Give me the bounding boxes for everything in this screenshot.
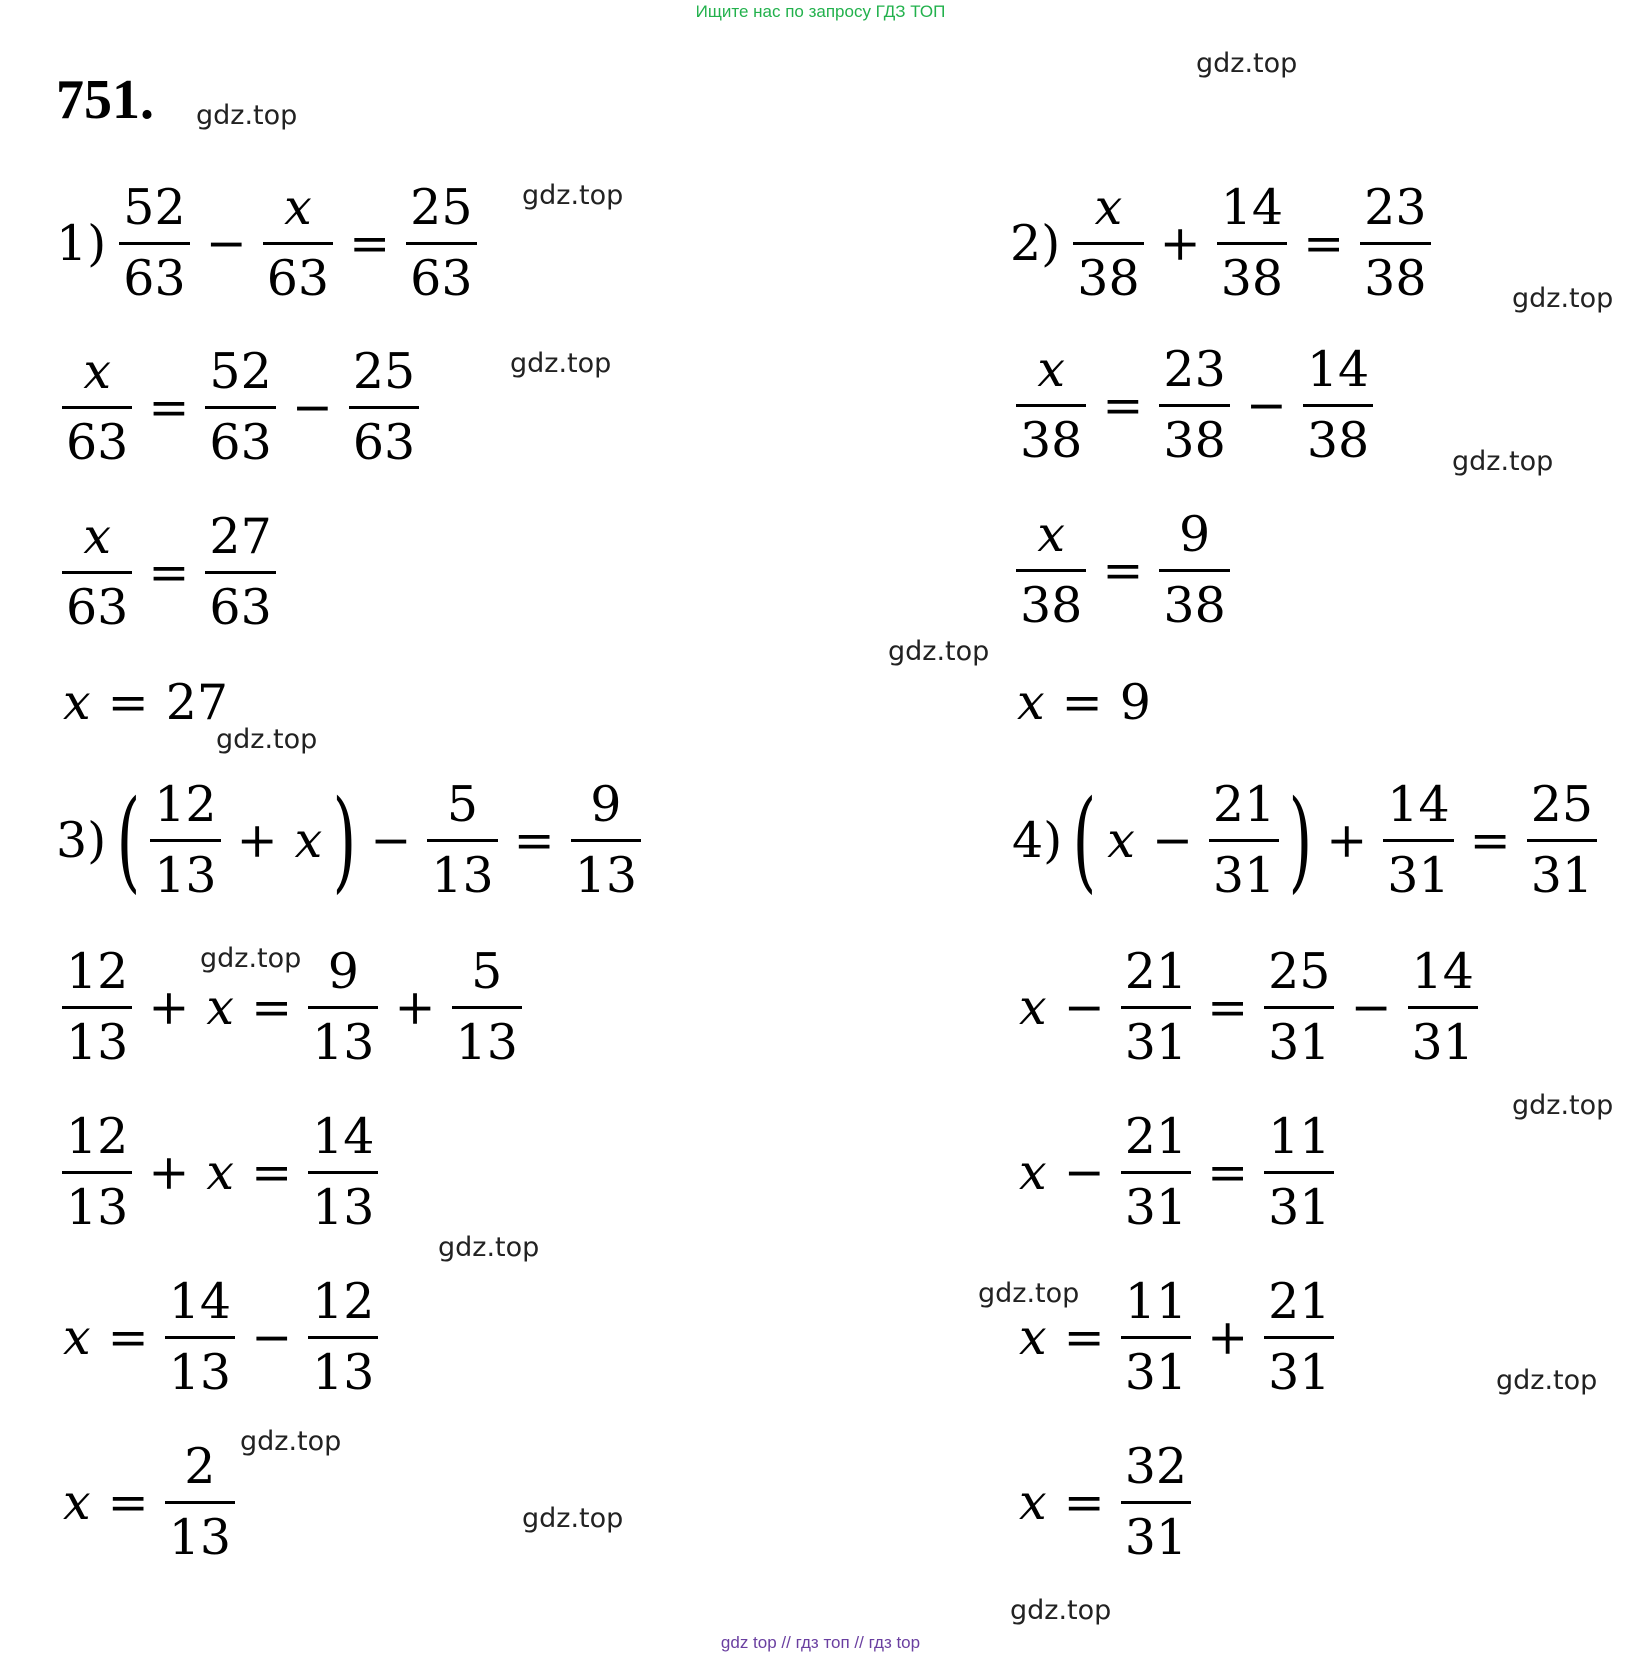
- variable: x: [294, 811, 323, 869]
- watermark: gdz.top: [888, 636, 990, 667]
- operator: =: [1102, 541, 1144, 599]
- numerator: 14: [1306, 340, 1370, 398]
- operator: =: [1303, 214, 1345, 272]
- variable: x: [1017, 673, 1045, 731]
- fraction: [571, 771, 641, 910]
- operator: =: [1102, 376, 1144, 434]
- watermark: gdz.top: [216, 724, 318, 755]
- denominator: 31: [1387, 846, 1450, 904]
- numerator: 14: [168, 1272, 232, 1330]
- numerator: 9: [327, 942, 359, 1000]
- numerator: 12: [66, 942, 129, 1000]
- variable: x: [63, 1308, 91, 1366]
- fraction: [452, 938, 522, 1077]
- equation-line: [1012, 1433, 1197, 1572]
- numerator: x: [284, 178, 312, 236]
- denominator: 13: [168, 1343, 232, 1401]
- operator: =: [107, 1308, 149, 1366]
- denominator: 13: [154, 846, 217, 904]
- operator: −: [205, 214, 247, 272]
- numerator: 14: [1387, 775, 1450, 833]
- operator: +: [148, 1143, 190, 1201]
- numerator: x: [1037, 340, 1065, 398]
- operator: =: [148, 378, 190, 436]
- operator: +: [1326, 811, 1368, 869]
- denominator: 31: [1268, 1178, 1331, 1236]
- operator: =: [1469, 811, 1511, 869]
- operator: =: [1207, 1143, 1249, 1201]
- fraction: [308, 1103, 378, 1242]
- watermark: gdz.top: [240, 1426, 342, 1457]
- denominator: 38: [1020, 576, 1083, 634]
- denominator: 31: [1124, 1013, 1188, 1071]
- equation-line: [1010, 336, 1379, 475]
- numerator: 25: [352, 342, 416, 400]
- watermark: gdz.top: [522, 180, 624, 211]
- equation-line: [1012, 771, 1603, 910]
- operator: −: [1350, 978, 1392, 1036]
- numerator: 9: [590, 775, 622, 833]
- fraction: [165, 1433, 235, 1572]
- denominator: 38: [1220, 249, 1284, 307]
- operator: −: [251, 1308, 293, 1366]
- watermark: gdz.top: [522, 1503, 624, 1534]
- watermark: gdz.top: [510, 348, 612, 379]
- watermark: gdz.top: [200, 943, 302, 974]
- fraction: [62, 938, 132, 1077]
- variable: x: [1107, 811, 1135, 869]
- problem-number: 751.: [56, 69, 154, 131]
- denominator: 13: [312, 1343, 375, 1401]
- operator: =: [107, 1473, 149, 1531]
- watermark: gdz.top: [1010, 1595, 1112, 1626]
- operator: −: [370, 811, 412, 869]
- fraction: [205, 503, 275, 642]
- watermark: gdz.top: [978, 1278, 1080, 1309]
- denominator: 63: [123, 249, 186, 307]
- numerator: 52: [209, 342, 272, 400]
- item-label: 3): [56, 811, 107, 869]
- numerator: x: [83, 507, 111, 565]
- operator: =: [1063, 1473, 1105, 1531]
- numerator: 11: [1268, 1107, 1331, 1165]
- denominator: 13: [312, 1013, 375, 1071]
- equation-line: [56, 503, 282, 642]
- equation-line: [56, 1433, 241, 1572]
- item-label: 2): [1010, 214, 1061, 272]
- operator: −: [1245, 376, 1287, 434]
- denominator: 13: [431, 846, 494, 904]
- fraction: [1303, 336, 1373, 475]
- fraction: [406, 174, 476, 313]
- equation-line: [56, 1103, 384, 1242]
- denominator: 13: [66, 1178, 129, 1236]
- numerator: 32: [1124, 1437, 1188, 1495]
- denominator: 63: [209, 413, 272, 471]
- numerator: 14: [1411, 942, 1474, 1000]
- numerator: 21: [1124, 1107, 1188, 1165]
- denominator: 38: [1364, 249, 1427, 307]
- operator: +: [148, 978, 190, 1036]
- fraction: [308, 1268, 378, 1407]
- fraction: [349, 338, 419, 477]
- numerator: 21: [1268, 1272, 1331, 1330]
- denominator: 63: [66, 413, 129, 471]
- denominator: 63: [209, 578, 272, 636]
- fraction: [1264, 1268, 1334, 1407]
- operator: −: [1063, 1143, 1105, 1201]
- fraction: [308, 938, 378, 1077]
- item-label: 1): [56, 214, 107, 272]
- operator: =: [107, 673, 149, 731]
- numerator: 25: [1268, 942, 1331, 1000]
- operator: =: [349, 214, 391, 272]
- denominator: 31: [1411, 1013, 1474, 1071]
- fraction: [1159, 336, 1229, 475]
- fraction: [1527, 771, 1597, 910]
- denominator: 31: [1124, 1508, 1188, 1566]
- fraction: [1264, 1103, 1334, 1242]
- numerator: 12: [312, 1272, 375, 1330]
- fraction: [1073, 174, 1143, 313]
- parenthesis: ): [332, 776, 357, 904]
- operator: =: [1061, 673, 1103, 731]
- denominator: 31: [1530, 846, 1594, 904]
- numerator: 14: [312, 1107, 375, 1165]
- denominator: 63: [266, 249, 330, 307]
- fraction: [1121, 1103, 1191, 1242]
- numerator: 27: [209, 507, 272, 565]
- operator: =: [1207, 978, 1249, 1036]
- denominator: 13: [66, 1013, 129, 1071]
- denominator: 38: [1020, 411, 1083, 469]
- denominator: 31: [1124, 1343, 1188, 1401]
- operator: +: [1159, 214, 1201, 272]
- numerator: 5: [446, 775, 479, 833]
- numerator: 12: [154, 775, 217, 833]
- number: 9: [1119, 673, 1151, 731]
- header-banner: Ищите нас по запросу ГДЗ ТОП: [695, 2, 946, 21]
- denominator: 31: [1268, 1013, 1331, 1071]
- denominator: 63: [410, 249, 473, 307]
- operator: =: [251, 978, 293, 1036]
- variable: x: [1019, 978, 1047, 1036]
- denominator: 63: [66, 578, 129, 636]
- operator: =: [148, 543, 190, 601]
- fraction: [205, 338, 275, 477]
- watermark: gdz.top: [1196, 48, 1298, 79]
- numerator: 5: [471, 942, 503, 1000]
- operator: +: [394, 978, 436, 1036]
- watermark: gdz.top: [1512, 1090, 1614, 1121]
- numerator: 12: [66, 1107, 129, 1165]
- footer-banner: gdz top // гдз топ // гдз top: [720, 1633, 921, 1652]
- equation-line: [56, 174, 483, 313]
- number: 27: [165, 673, 229, 731]
- numerator: 11: [1124, 1272, 1188, 1330]
- denominator: 13: [168, 1508, 232, 1566]
- equation-line: [1012, 1268, 1340, 1407]
- fraction: [1264, 938, 1334, 1077]
- equation-line: [56, 674, 235, 731]
- fraction: [1159, 501, 1229, 640]
- variable: x: [1019, 1308, 1047, 1366]
- operator: =: [1063, 1308, 1105, 1366]
- numerator: x: [1094, 178, 1123, 236]
- numerator: 21: [1124, 942, 1188, 1000]
- watermark: gdz.top: [196, 100, 298, 131]
- operator: =: [251, 1143, 293, 1201]
- denominator: 63: [352, 413, 416, 471]
- fraction: [1209, 771, 1279, 910]
- numerator: 52: [123, 178, 186, 236]
- equation-line: [1010, 174, 1437, 313]
- numerator: 23: [1163, 340, 1226, 398]
- operator: =: [513, 811, 555, 869]
- parenthesis: (: [1072, 776, 1097, 904]
- variable: x: [1019, 1143, 1047, 1201]
- watermark: gdz.top: [1452, 446, 1554, 477]
- denominator: 31: [1124, 1178, 1188, 1236]
- item-label: 4): [1012, 811, 1063, 869]
- numerator: 9: [1179, 505, 1211, 563]
- denominator: 38: [1306, 411, 1370, 469]
- fraction: [1383, 771, 1453, 910]
- numerator: x: [1037, 505, 1065, 563]
- variable: x: [206, 1143, 235, 1201]
- operator: −: [291, 378, 333, 436]
- equation-line: [1012, 1103, 1340, 1242]
- denominator: 31: [1268, 1343, 1331, 1401]
- numerator: 2: [184, 1437, 216, 1495]
- equation-line: [56, 771, 647, 910]
- fraction: [62, 503, 132, 642]
- fraction: [150, 771, 220, 910]
- fraction: [1217, 174, 1287, 313]
- fraction: [1360, 174, 1430, 313]
- numerator: 25: [1530, 775, 1594, 833]
- equation-line: [56, 938, 528, 1077]
- operator: +: [1207, 1308, 1249, 1366]
- variable: x: [63, 673, 91, 731]
- fraction: [427, 771, 497, 910]
- fraction: [1121, 1433, 1191, 1572]
- numerator: 23: [1364, 178, 1427, 236]
- numerator: 25: [410, 178, 473, 236]
- parenthesis: ): [1288, 776, 1313, 904]
- denominator: 38: [1163, 411, 1226, 469]
- fraction: [165, 1268, 235, 1407]
- fraction: [1016, 336, 1086, 475]
- fraction: [1408, 938, 1478, 1077]
- operator: −: [1063, 978, 1105, 1036]
- fraction: [1121, 1268, 1191, 1407]
- equation-line: [1010, 501, 1236, 640]
- operator: −: [1151, 811, 1193, 869]
- equation-line: [56, 338, 425, 477]
- denominator: 13: [574, 846, 638, 904]
- parenthesis: (: [116, 776, 141, 904]
- numerator: x: [83, 342, 111, 400]
- fraction: [62, 1103, 132, 1242]
- operator: +: [236, 811, 278, 869]
- variable: x: [1019, 1473, 1047, 1531]
- denominator: 13: [312, 1178, 375, 1236]
- numerator: 21: [1212, 775, 1276, 833]
- watermark: gdz.top: [1512, 283, 1614, 314]
- denominator: 38: [1077, 249, 1140, 307]
- denominator: 13: [455, 1013, 518, 1071]
- variable: x: [63, 1473, 91, 1531]
- fraction: [263, 174, 333, 313]
- equation-line: [1010, 674, 1158, 731]
- equation-line: [56, 1268, 384, 1407]
- variable: x: [206, 978, 235, 1036]
- watermark: gdz.top: [1496, 1365, 1598, 1396]
- fraction: [1121, 938, 1191, 1077]
- watermark: gdz.top: [438, 1232, 540, 1263]
- fraction: [62, 338, 132, 477]
- numerator: 14: [1220, 178, 1284, 236]
- denominator: 38: [1163, 576, 1226, 634]
- fraction: [1016, 501, 1086, 640]
- fraction: [119, 174, 189, 313]
- denominator: 31: [1212, 846, 1276, 904]
- equation-line: [1012, 938, 1484, 1077]
